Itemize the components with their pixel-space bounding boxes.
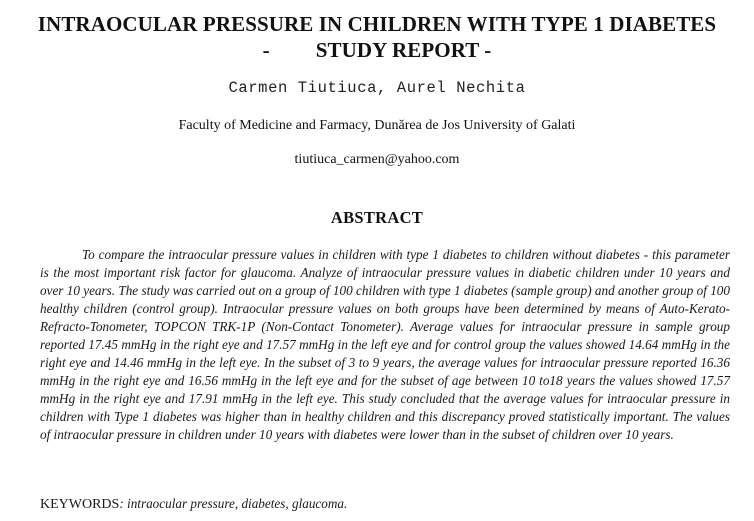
paper-title-line-2 (0, 37, 754, 63)
title-dash: - (262, 38, 270, 62)
title-subtitle: STUDY REPORT - (315, 38, 492, 62)
affiliation: Faculty of Medicine and Farmacy, Dunărea de Jos University of Galati (178, 118, 576, 133)
keywords-label: KEYWORDS (40, 497, 120, 512)
abstract-body: To compare the intraocular pressure values in children with type 1 diabetes to children without diabetes - this parameter is the most important risk factor for glaucoma. Analyze of intraocular pressure values in diabetic children under 10 years and over 10 years. The study was carried out on a group of 100 children with type 1 diabetes (sample group) and another group of 100 healthy children (control group). Intraocular pressure values on both groups have been determined by means of Auto-Kerato-Refracto-Tonometer, TOPCON TRK-1P (Non-Contact Tonometer). Average values for intraocular pressure in sample group reported 17.45 mmHg in the right eye and 17.57 mmHg in the left eye and for control group the values showed 14.64 mmHg in the right eye and 14.46 mmHg in the left eye. In the subset of 3 to 9 years, the average values for intraocular pressure reported 16.36 mmHg in the right eye and 16.56 mmHg in the left eye and for the subset of age between 10 to18 years the values showed 17.57 mmHg in the right eye and 17.91 mmHg in the left eye. This study concluded that the average values for intraocular pressure in children with Type 1 diabetes was higher than in healthy children and this discrepancy proved statistically important. The values of intraocular pressure in children under 10 years with diabetes were lower than in the subset of children over 10 years. (40, 247, 730, 442)
author-list: Carmen Tiutiuca, Aurel Nechita (228, 79, 526, 97)
abstract-heading: ABSTRACT (330, 208, 424, 227)
contact-email: tiutiuca_carmen@yahoo.com (294, 152, 460, 167)
keywords-line (40, 495, 730, 514)
paper-title-line-1: INTRAOCULAR PRESSURE IN CHILDREN WITH TYPE 1 DIABETES (37, 12, 717, 36)
keywords-text: : intraocular pressure, diabetes, glaucoma. (119, 496, 348, 511)
